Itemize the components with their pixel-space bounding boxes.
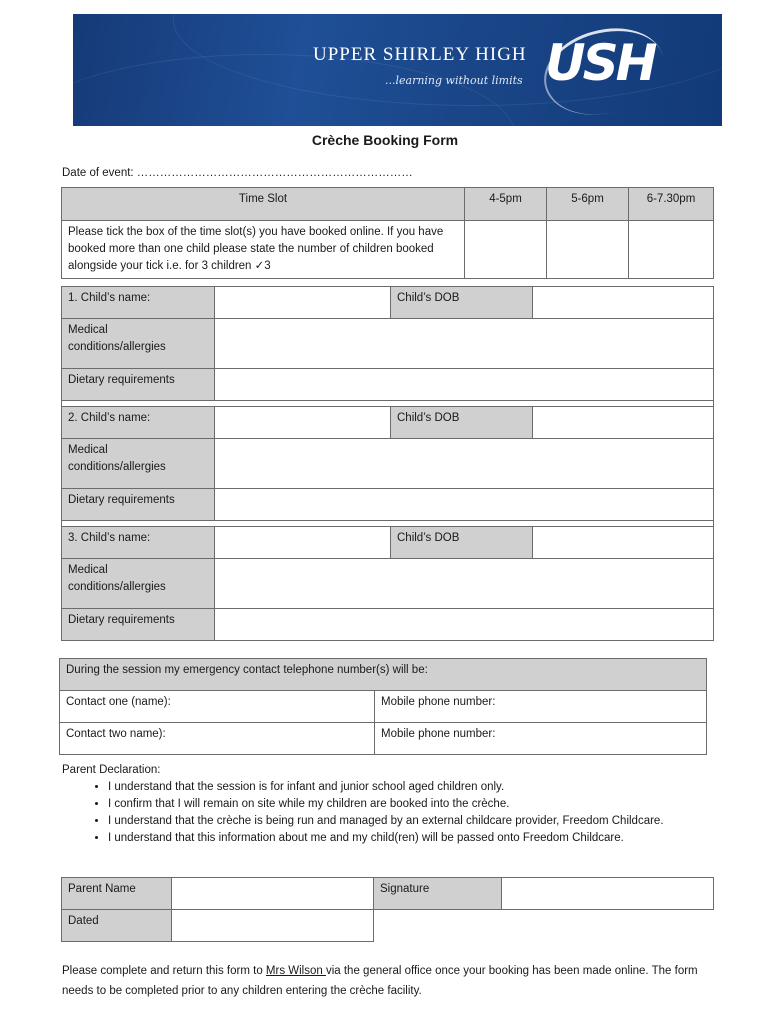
footer-instructions xyxy=(62,961,712,1001)
child-2-dob-label: Child’s DOB xyxy=(391,407,533,439)
header-banner xyxy=(73,14,722,126)
timeslot-instruction: Please tick the box of the time slot(s) you have booked online. If you have booked more than one child please state the number of children booked alongside your tick i.e. for 3 children ✓3 xyxy=(62,221,465,279)
child-1-dob-field[interactable] xyxy=(533,287,714,319)
child-1-medical-field[interactable] xyxy=(215,319,714,369)
child-3-medical-field[interactable] xyxy=(215,559,714,609)
declaration-list xyxy=(62,779,712,847)
child-2-name-field[interactable] xyxy=(215,407,391,439)
child-3-dietary-label: Dietary requirements xyxy=(62,609,215,641)
school-tagline: ...learning without limits xyxy=(385,74,523,87)
emergency-heading: During the session my emergency contact telephone number(s) will be: xyxy=(60,659,707,691)
footer-text-before: Please complete and return this form to xyxy=(62,965,266,977)
dated-label: Dated xyxy=(62,910,172,942)
timeslot-header: Time Slot xyxy=(62,188,465,221)
timeslot-table xyxy=(61,187,714,279)
child-1-medical-label: Medical conditions/allergies xyxy=(62,319,215,369)
signature-label: Signature xyxy=(374,878,502,910)
contact-two-mobile-field[interactable]: Mobile phone number: xyxy=(375,723,707,755)
child-1-dietary-label: Dietary requirements xyxy=(62,369,215,401)
slot-4-5pm-tickbox[interactable] xyxy=(465,221,547,279)
emergency-contact-table xyxy=(59,658,707,755)
declaration-item: • I understand that the crèche is being run and managed by an external childcare provider, Freedom Childcare. xyxy=(108,813,712,830)
parent-name-table xyxy=(61,877,374,942)
child-1-dietary-field[interactable] xyxy=(215,369,714,401)
child-2-dob-field[interactable] xyxy=(533,407,714,439)
date-of-event-field[interactable]: Date of event: ……………………………………………………………… xyxy=(62,167,413,179)
child-3-medical-label: Medical conditions/allergies xyxy=(62,559,215,609)
signature-table xyxy=(373,877,714,910)
declaration-heading: Parent Declaration: xyxy=(62,764,161,776)
children-table xyxy=(61,286,714,641)
child-2-dietary-field[interactable] xyxy=(215,489,714,521)
contact-two-field[interactable]: Contact two name): xyxy=(60,723,375,755)
child-2-medical-field[interactable] xyxy=(215,439,714,489)
parent-declaration xyxy=(62,762,712,847)
child-2-dietary-label: Dietary requirements xyxy=(62,489,215,521)
child-3-dob-label: Child’s DOB xyxy=(391,527,533,559)
contact-one-mobile-field[interactable]: Mobile phone number: xyxy=(375,691,707,723)
contact-person-link[interactable]: Mrs Wilson xyxy=(265,965,326,977)
declaration-item: • I confirm that I will remain on site while my children are booked into the crèche. xyxy=(108,796,712,813)
school-logo: USH xyxy=(545,34,655,92)
parent-name-field[interactable] xyxy=(172,878,374,910)
form-title: Crèche Booking Form xyxy=(311,132,459,148)
declaration-item: • I understand that the session is for infant and junior school aged children only. xyxy=(108,779,712,796)
parent-name-label: Parent Name xyxy=(62,878,172,910)
slot-6-730pm-tickbox[interactable] xyxy=(629,221,714,279)
child-2-medical-label: Medical conditions/allergies xyxy=(62,439,215,489)
child-3-name-label: 3. Child’s name: xyxy=(62,527,215,559)
child-2-name-label: 2. Child’s name: xyxy=(62,407,215,439)
signature-field[interactable] xyxy=(502,878,714,910)
child-1-dob-label: Child’s DOB xyxy=(391,287,533,319)
footer-text-after: via the general office once your booking has been made online. The form needs to be completed prior to any children entering the crèche facility. xyxy=(62,965,698,997)
declaration-item: • I understand that this information about me and my child(ren) will be passed onto Freedom Childcare. xyxy=(108,830,712,847)
child-1-name-field[interactable] xyxy=(215,287,391,319)
slot-5-6pm-header: 5-6pm xyxy=(547,188,629,221)
child-3-dietary-field[interactable] xyxy=(215,609,714,641)
slot-4-5pm-header: 4-5pm xyxy=(465,188,547,221)
child-3-name-field[interactable] xyxy=(215,527,391,559)
school-name: UPPER SHIRLEY HIGH xyxy=(313,44,527,65)
contact-one-field[interactable]: Contact one (name): xyxy=(60,691,375,723)
child-3-dob-field[interactable] xyxy=(533,527,714,559)
slot-5-6pm-tickbox[interactable] xyxy=(547,221,629,279)
slot-6-730pm-header: 6-7.30pm xyxy=(629,188,714,221)
dated-field[interactable] xyxy=(172,910,374,942)
child-1-name-label: 1. Child’s name: xyxy=(62,287,215,319)
